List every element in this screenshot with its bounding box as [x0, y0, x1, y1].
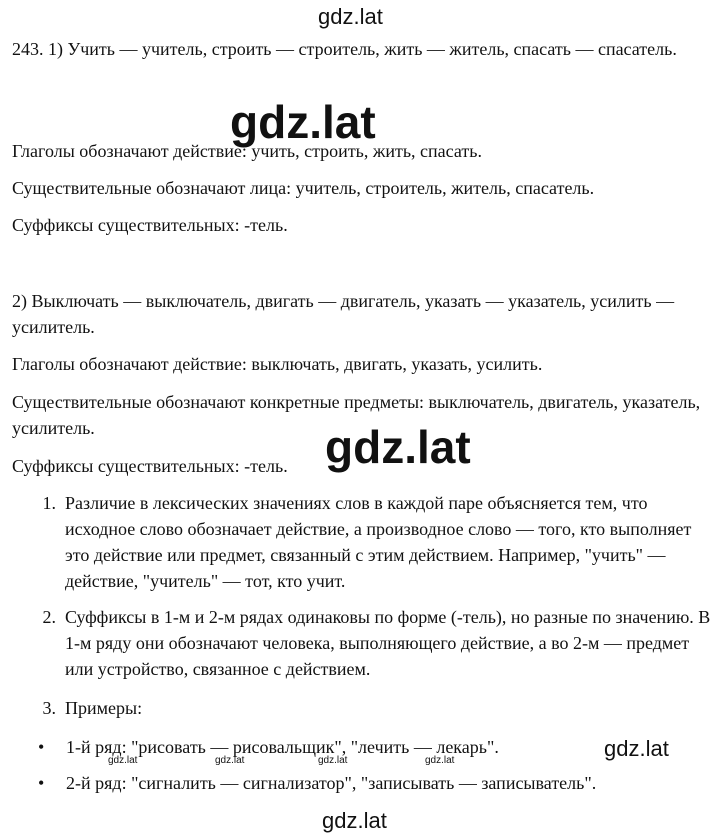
example-row-1: 1-й ряд: "рисовать — рисовальщик", "лечить — лекарь". — [66, 737, 499, 757]
watermark-tiny-2: gdz.lat — [215, 755, 245, 766]
watermark-big-1: gdz.lat — [230, 96, 376, 148]
watermark-tiny-4: gdz.lat — [425, 755, 455, 766]
watermark-bottom: gdz.lat — [322, 808, 387, 833]
watermark-top: gdz.lat — [318, 4, 383, 29]
answer-number: 1. — [42, 493, 56, 513]
part2-verbs: Глаголы обозначают действие: выключать, двигать, указать, усилить. — [12, 354, 543, 374]
watermark-mid: gdz.lat — [604, 736, 669, 761]
part2-nouns: Существительные обозначают конкретные предметы: выключатель, двигатель, указатель, усилитель. — [12, 392, 701, 438]
watermark-tiny-1: gdz.lat — [108, 755, 138, 766]
answer-number: 3. — [42, 698, 56, 718]
answer-text: Различие в лексических значениях слов в каждой паре объясняется тем, что исходное слово обозначает действие, а производное слово — того, кто выполняет это действие или предмет, связанный с этим действием. Например, "учить" — действие, "учитель" — тот, кто учит. — [65, 493, 692, 591]
bullet-icon: • — [38, 737, 45, 757]
answer-text: Примеры: — [65, 698, 143, 718]
bullet-icon: • — [38, 773, 45, 793]
example-row-2: 2-й ряд: "сигналить — сигнализатор", "записывать — записыватель". — [66, 773, 597, 793]
watermark-tiny-3: gdz.lat — [318, 755, 348, 766]
watermark-big-2: gdz.lat — [325, 421, 471, 473]
part2-suffix: Суффиксы существительных: -тель. — [12, 456, 288, 476]
part1-suffix: Суффиксы существительных: -тель. — [12, 215, 288, 235]
part1-intro: 243. 1) Учить — учитель, строить — строитель, жить — житель, спасать — спасатель. — [12, 39, 677, 59]
answer-text: Суффиксы в 1-м и 2-м рядах одинаковы по форме (-тель), но разные по значению. В 1-м ряду они обозначают человека, выполняющего действие, а во 2-м — предмет или устройство, связанное с действием. — [65, 607, 711, 679]
part1-verbs: Глаголы обозначают действие: учить, строить, жить, спасать. — [12, 141, 482, 161]
answer-number: 2. — [42, 607, 56, 627]
part1-nouns: Существительные обозначают лица: учитель, строитель, житель, спасатель. — [12, 178, 595, 198]
part2-intro: 2) Выключать — выключатель, двигать — двигатель, указать — указатель, усилить — усилитель. — [12, 291, 675, 337]
